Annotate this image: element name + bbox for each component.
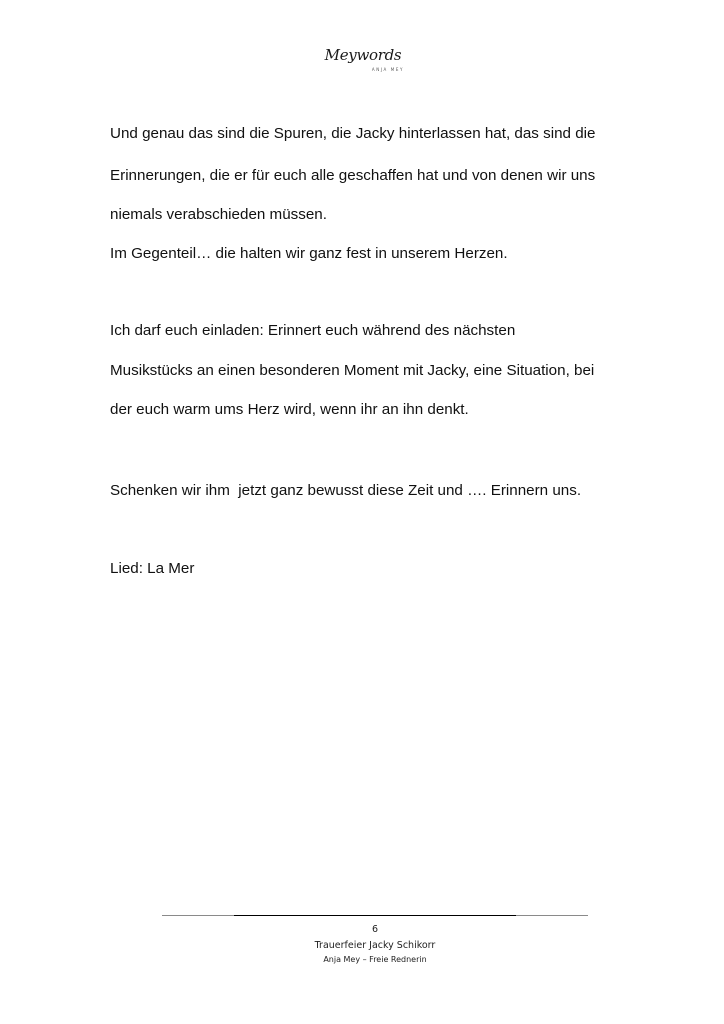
body-line-8: Schenken wir ihm jetzt ganz bewusst diese Zeit und …. Erinnern uns. bbox=[110, 482, 582, 499]
body-line-5: Ich darf euch einladen: Erinnert euch während des nächsten bbox=[110, 322, 516, 339]
body-line-9: Lied: La Mer bbox=[110, 560, 195, 577]
footer-author: Anja Mey – Freie Rednerin bbox=[323, 955, 427, 964]
body-line-7: der euch warm ums Herz wird, wenn ihr an ihn denkt. bbox=[110, 401, 469, 418]
body-line-3: niemals verabschieden müssen. bbox=[110, 206, 327, 223]
body-line-4: Im Gegenteil… die halten wir ganz fest in unserem Herzen. bbox=[110, 245, 508, 262]
body-line-6: Musikstücks an einen besonderen Moment mit Jacky, eine Situation, bei bbox=[110, 362, 595, 379]
footer-rule-right bbox=[516, 915, 588, 917]
body-line-1: Und genau das sind die Spuren, die Jacky hinterlassen hat, das sind die bbox=[110, 125, 596, 142]
footer-title: Trauerfeier Jacky Schikorr bbox=[314, 940, 436, 951]
page-number: 6 bbox=[371, 924, 379, 935]
footer-rule-center bbox=[234, 915, 516, 917]
meywords-logo bbox=[322, 44, 404, 74]
logo-subtitle: ANJA MEY bbox=[371, 67, 404, 72]
body-line-2: Erinnerungen, die er für euch alle geschaffen hat und von denen wir uns bbox=[110, 167, 596, 184]
logo-script-text: Meywords bbox=[324, 46, 402, 64]
footer-rule-left bbox=[162, 915, 234, 917]
